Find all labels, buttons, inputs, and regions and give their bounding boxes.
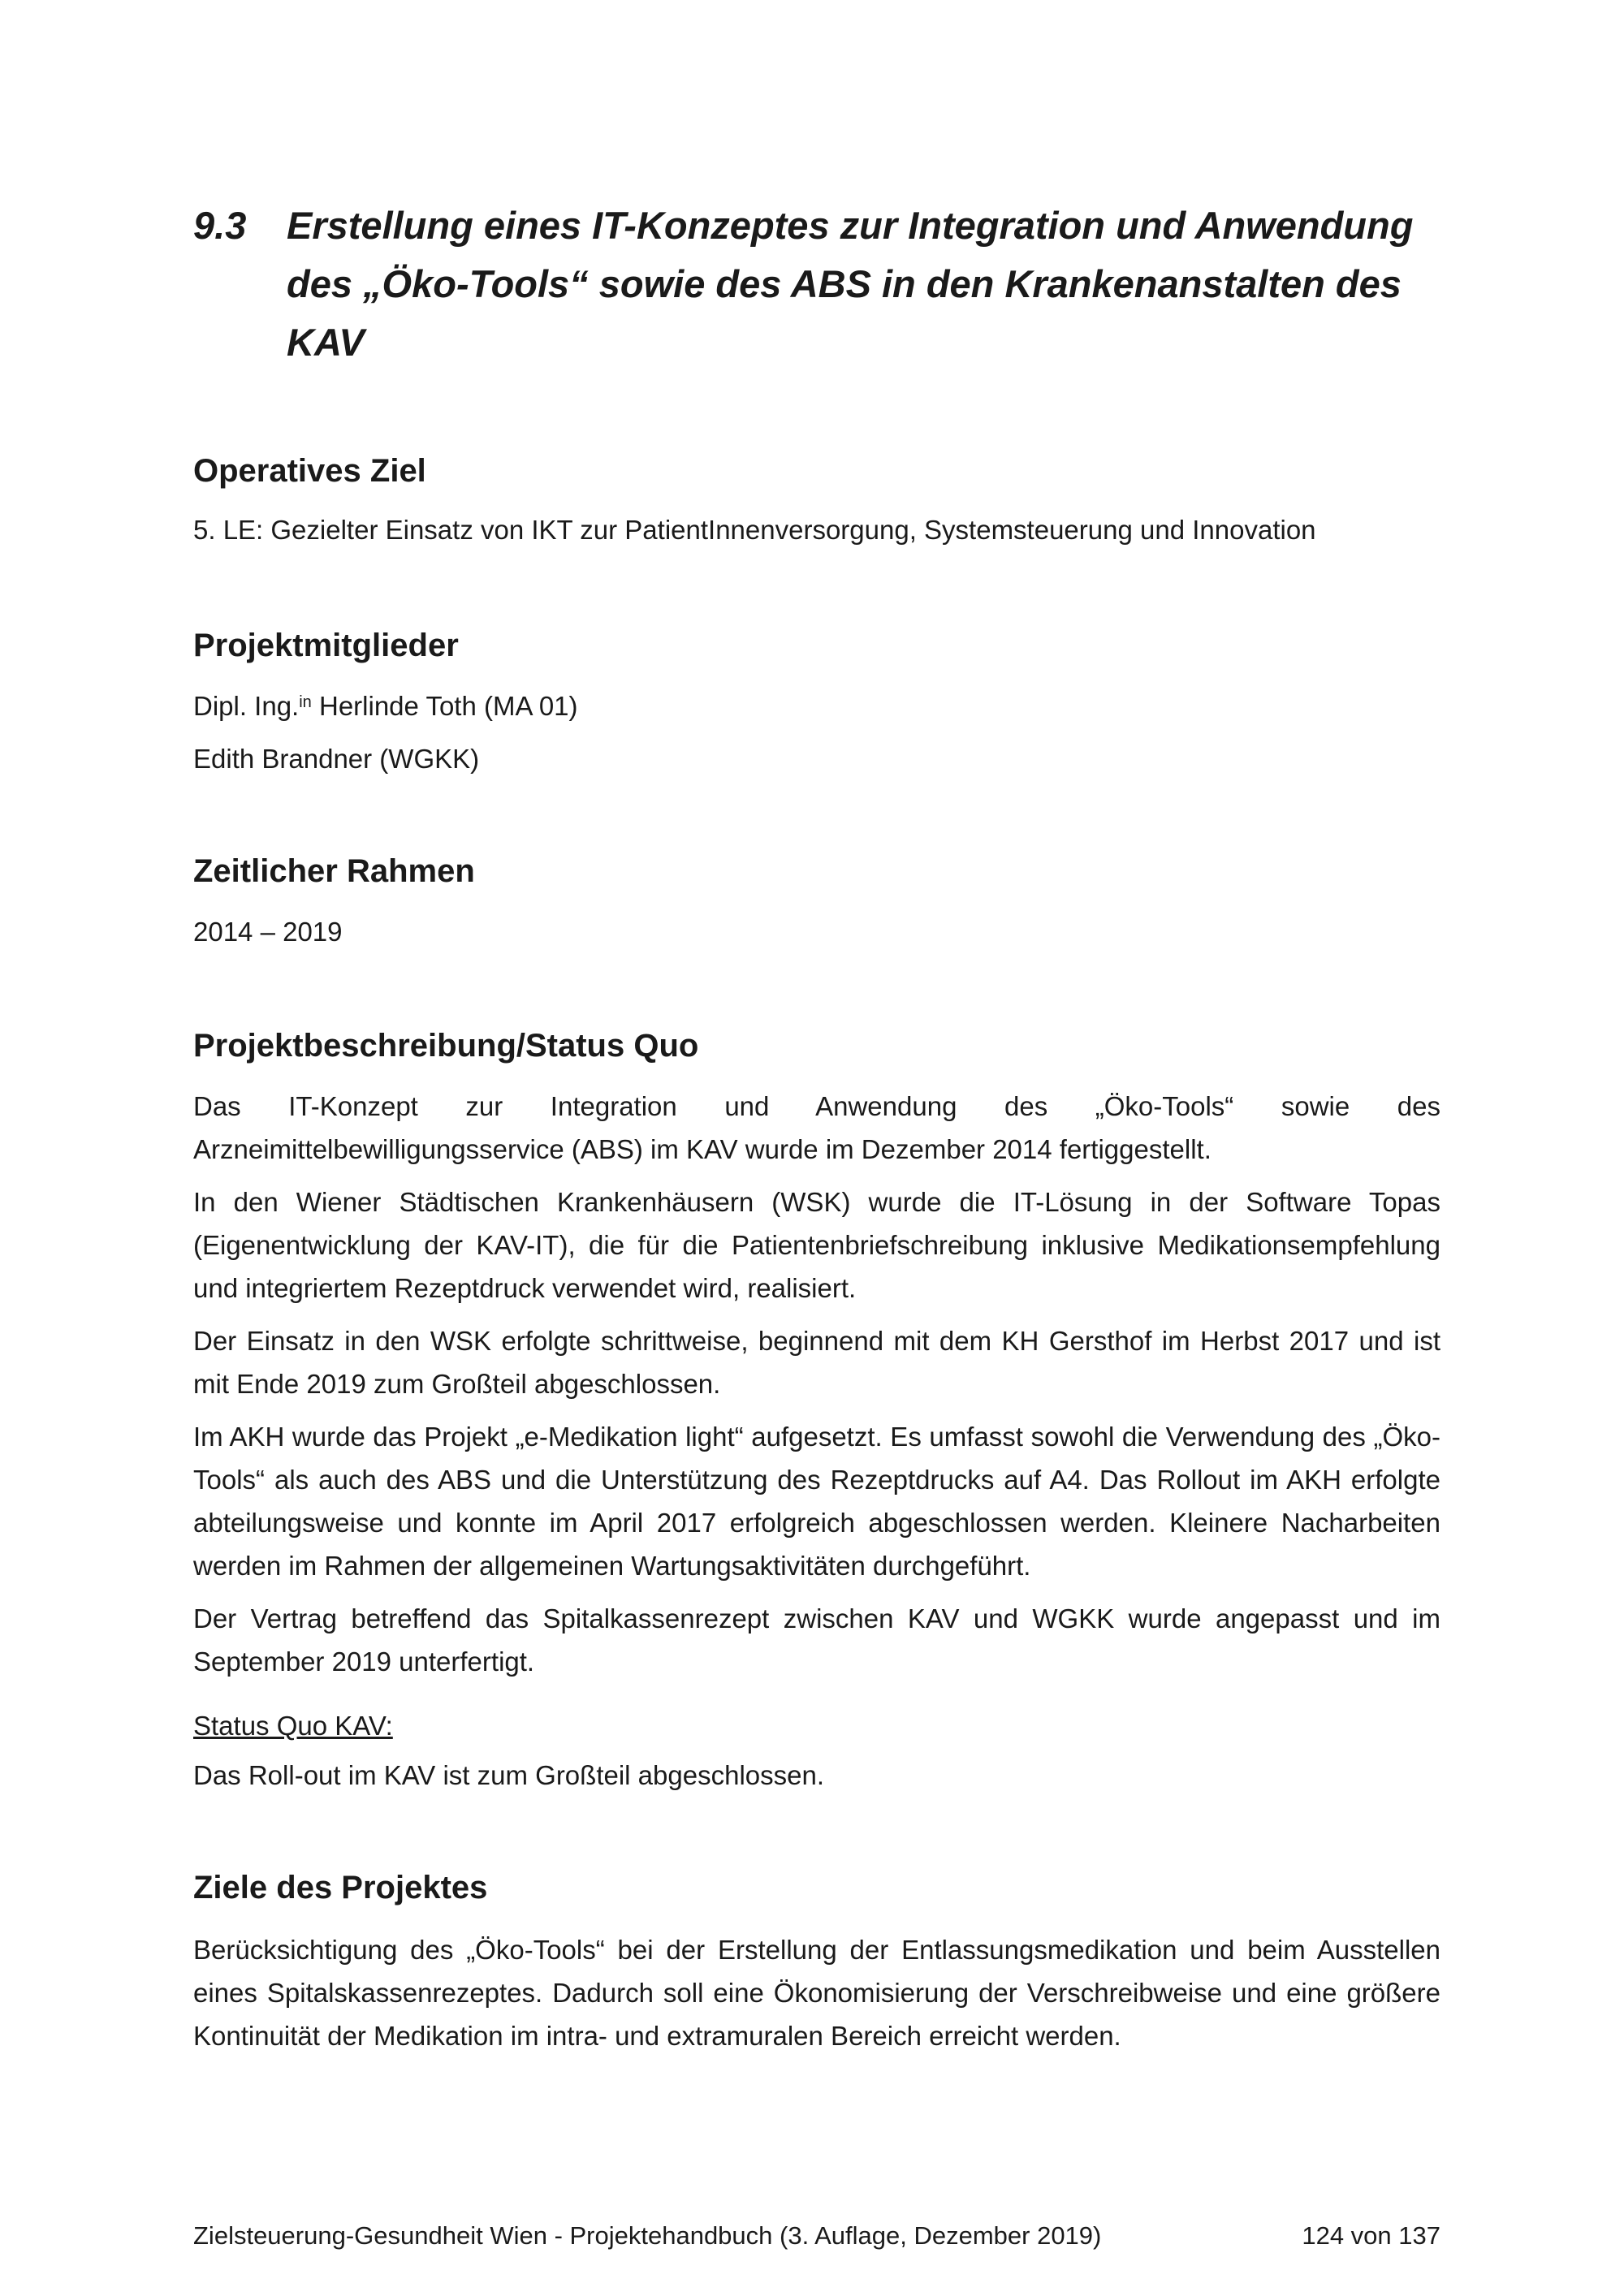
heading-zeitlicher-rahmen: Zeitlicher Rahmen — [193, 853, 475, 889]
status-quo-text: Das Roll-out im KAV ist zum Großteil abgeschlossen. — [193, 1760, 824, 1790]
chapter-title-line-1: Erstellung eines IT-Konzeptes zur Integration und Anwendung — [287, 204, 1414, 247]
member-1-title-suffix: in — [299, 693, 312, 711]
chapter-title-line-2: des „Öko-Tools“ sowie des ABS in den Krankenanstalten des KAV — [287, 262, 1402, 364]
beschreibung-paragraph-1: Das IT-Konzept zur Integration und Anwendung des „Öko-Tools“ sowie des Arzneimittelbewilligungsservice (ABS) im KAV wurde im Dezember 2014 fertiggestellt. — [193, 1091, 1440, 1164]
beschreibung-paragraph-5: Der Vertrag betreffend das Spitalkassenrezept zwischen KAV und WGKK wurde angepasst und im September 2019 unterfertigt. — [193, 1603, 1440, 1677]
ziele-text: Berücksichtigung des „Öko-Tools“ bei der Erstellung der Entlassungsmedikation und beim Ausstellen eines Spitalskassenrezeptes. Dadurch soll eine Ökonomisierung der Verschreibweise und eine größere Kontinuität der Medikation im intra- und extramuralen Bereich erreicht werden. — [193, 1935, 1440, 2051]
beschreibung-paragraph-2: In den Wiener Städtischen Krankenhäusern (WSK) wurde die IT-Lösung in der Software Topas (Eigenentwicklung der KAV-IT), die für die Patientenbriefschreibung inklusive Medikationsempfehlung und integriertem Rezeptdruck verwendet wird, realisiert. — [193, 1187, 1440, 1303]
page-content — [193, 196, 1440, 2057]
page-footer — [193, 2218, 1440, 2254]
footer-document-title: Zielsteuerung-Gesundheit Wien - Projektehandbuch (3. Auflage, Dezember 2019) — [193, 2221, 1102, 2250]
status-quo-label: Status Quo KAV: — [193, 1711, 393, 1741]
footer-page-number: 124 von 137 — [1302, 2221, 1440, 2250]
member-1 — [193, 684, 1440, 727]
beschreibung-paragraph-3: Der Einsatz in den WSK erfolgte schrittweise, beginnend mit dem KH Gersthof im Herbst 2017 und ist mit Ende 2019 zum Großteil abgeschlossen. — [193, 1326, 1440, 1399]
heading-projektmitglieder: Projektmitglieder — [193, 628, 459, 663]
member-1-name: Herlinde Toth (MA 01) — [311, 691, 578, 721]
chapter-title — [287, 196, 1440, 372]
member-2: Edith Brandner (WGKK) — [193, 744, 480, 774]
operatives-ziel-text: 5. LE: Gezielter Einsatz von IKT zur PatientInnenversorgung, Systemsteuerung und Innovation — [193, 515, 1316, 545]
heading-projektbeschreibung: Projektbeschreibung/Status Quo — [193, 1028, 699, 1064]
member-1-prefix: Dipl. Ing. — [193, 691, 300, 721]
beschreibung-paragraph-4: Im AKH wurde das Projekt „e-Medikation light“ aufgesetzt. Es umfasst sowohl die Verwendung des „Öko-Tools“ als auch des ABS und die Unterstützung des Rezeptdrucks auf A4. Das Rollout im AKH erfolgte abteilungsweise und konnte im April 2017 erfolgreich abgeschlossen werden. Kleinere Nacharbeiten werden im Rahmen der allgemeinen Wartungsaktivitäten durchgeführt. — [193, 1422, 1440, 1581]
heading-operatives-ziel: Operatives Ziel — [193, 453, 426, 489]
zeitlicher-rahmen-text: 2014 – 2019 — [193, 917, 343, 947]
chapter-heading — [193, 196, 1440, 372]
chapter-number: 9.3 — [193, 204, 247, 247]
heading-ziele: Ziele des Projektes — [193, 1870, 488, 1905]
